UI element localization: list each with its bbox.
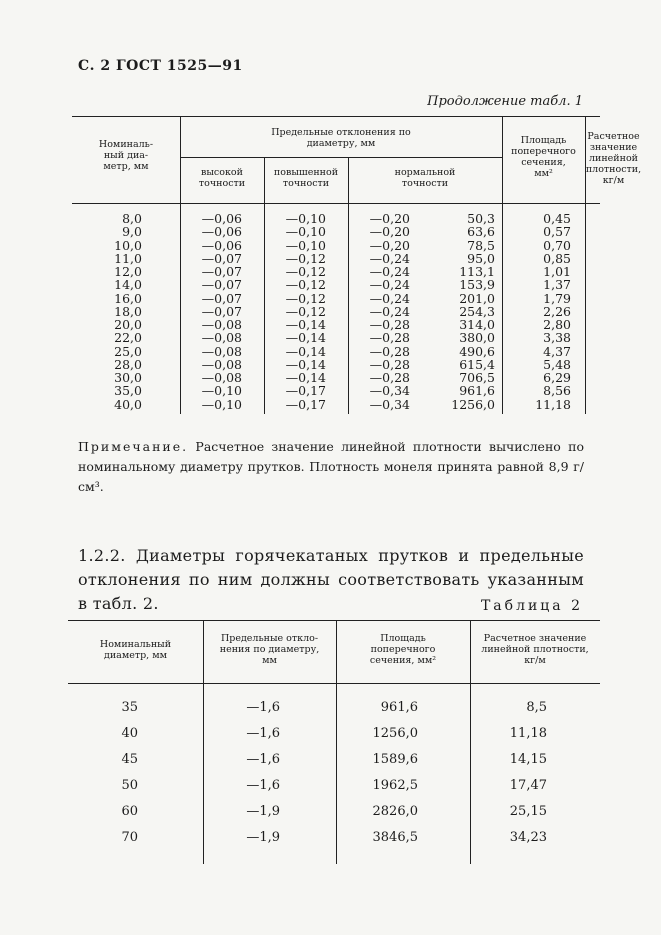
table-row <box>68 804 600 820</box>
table-cell: 9,0 <box>122 224 142 240</box>
table-cell: —1,9 <box>246 830 280 845</box>
table-cell: —1,6 <box>246 778 280 793</box>
header-normal-precision: нормальной точности <box>394 167 456 189</box>
table-2-caption: Таблица 2 <box>480 598 583 614</box>
table-cell: 153,9 <box>459 277 495 293</box>
table-row <box>72 371 600 384</box>
table-cell: —0,28 <box>369 330 410 346</box>
table-cell: 1256,0 <box>451 396 495 412</box>
table-cell: 0,45 <box>543 211 571 226</box>
table-cell: —1,6 <box>246 726 280 741</box>
table-cell: —0,08 <box>201 370 242 385</box>
header-nominal-diameter: Номинальный диаметр, мм <box>99 639 172 661</box>
table-cell: 8,0 <box>122 211 142 226</box>
table-cell: 45 <box>121 752 138 767</box>
table-note <box>78 437 584 497</box>
table-cell: 6,29 <box>543 370 571 385</box>
table-cell: —0,12 <box>285 264 326 279</box>
table-cell: —0,28 <box>369 343 410 359</box>
table-row <box>68 752 600 768</box>
table-cell: 16,0 <box>114 290 142 306</box>
table-cell: 4,37 <box>543 343 571 359</box>
table-cell: —0,08 <box>201 317 242 332</box>
table-cell: —0,06 <box>201 224 242 240</box>
table-cell: —0,14 <box>285 317 326 332</box>
table-cell: 34,23 <box>509 830 547 845</box>
clause-1-2-2: 1.2.2. Диаметры горячекатаных прутков и предельные отклонения по ним должны соответствовать указанным в табл. 2. <box>78 546 584 613</box>
table-cell: 0,85 <box>543 250 571 266</box>
table-cell: —0,24 <box>369 264 410 279</box>
table-row <box>68 726 600 742</box>
table-cell: 70 <box>121 830 138 845</box>
table-cell: 25,15 <box>509 804 547 819</box>
table-cell: 113,1 <box>459 264 495 279</box>
table-cell: —0,28 <box>369 317 410 332</box>
table-cell: 11,18 <box>535 396 571 412</box>
table-cell: 254,3 <box>459 303 495 319</box>
table-row <box>72 305 600 318</box>
table-cell: —0,08 <box>201 356 242 372</box>
table-cell: —0,34 <box>369 383 410 399</box>
table-continuation-caption: Продолжение табл. 1 <box>427 94 583 109</box>
table-cell: —0,12 <box>285 250 326 266</box>
table-cell: —0,20 <box>369 224 410 240</box>
table-cell: —0,17 <box>285 383 326 399</box>
table-cell: —0,10 <box>285 224 326 240</box>
table-cell: 201,0 <box>459 290 495 306</box>
note-label: Примечание. <box>78 439 189 454</box>
header-deviation: Предельные откло- нения по диаметру, мм <box>219 633 320 666</box>
note-text: Расчетное значение линейной плотности вычислено по номинальному диаметру прутков. Плотность монеля принята равной 8,9 г/см³. <box>78 439 584 494</box>
table-cell: —0,14 <box>285 370 326 385</box>
table-cell: 961,6 <box>380 700 418 715</box>
table-row <box>72 384 600 397</box>
table-cell: 95,0 <box>467 250 495 266</box>
table-cell: —0,24 <box>369 250 410 266</box>
table-cell: 78,5 <box>467 237 495 253</box>
table-row <box>72 292 600 305</box>
page-reference: С. 2 ГОСТ 1525—91 <box>78 58 243 74</box>
table-cell: 28,0 <box>114 356 142 372</box>
table-cell: 3846,5 <box>372 830 418 845</box>
table-cell: 0,70 <box>543 237 571 253</box>
table-cell: 706,5 <box>459 370 495 385</box>
table-cell: —0,07 <box>201 290 242 306</box>
table-row <box>68 778 600 794</box>
table-cell: —0,06 <box>201 211 242 226</box>
table-row <box>72 345 600 358</box>
table-cell: 11,18 <box>509 726 547 741</box>
table-cell: 0,57 <box>543 224 571 240</box>
table-cell: 35,0 <box>114 383 142 399</box>
table-row <box>72 225 600 238</box>
table-cell: 2826,0 <box>372 804 418 819</box>
header-cross-section-area: Площадь поперечного сечения, мм² <box>511 135 576 179</box>
table-1-body <box>72 204 600 414</box>
table-row <box>72 358 600 371</box>
header-nominal-diameter: Номиналь- ный диа- метр, мм <box>98 139 154 172</box>
table-cell: 11,0 <box>114 250 142 266</box>
header-high-precision: высокой точности <box>198 167 246 189</box>
table-cell: —0,08 <box>201 330 242 346</box>
table-cell: 14,15 <box>509 752 547 767</box>
table-cell: 615,4 <box>459 356 495 372</box>
table-row <box>72 398 600 411</box>
table-cell: 10,0 <box>114 237 142 253</box>
table-cell: 12,0 <box>114 264 142 279</box>
table-cell: 40,0 <box>114 396 142 412</box>
table-cell: 50,3 <box>467 211 495 226</box>
table-cell: —0,24 <box>369 277 410 293</box>
table-cell: —1,6 <box>246 752 280 767</box>
table-cell: —0,17 <box>285 396 326 412</box>
table-row <box>68 830 600 846</box>
table-cell: —1,6 <box>246 700 280 715</box>
table-cell: 17,47 <box>509 778 547 793</box>
table-cell: —0,07 <box>201 277 242 293</box>
table-cell: 314,0 <box>459 317 495 332</box>
table-2-header <box>68 620 600 684</box>
table-cell: 8,5 <box>526 700 547 715</box>
table-cell: 1962,5 <box>372 778 418 793</box>
table-cell: —0,20 <box>369 237 410 253</box>
table-cell: 18,0 <box>114 303 142 319</box>
table-cell: 1,01 <box>543 264 571 279</box>
table-cell: 25,0 <box>114 343 142 359</box>
table-2 <box>68 620 600 864</box>
table-cell: —0,07 <box>201 264 242 279</box>
table-cell: —0,12 <box>285 290 326 306</box>
table-cell: —0,06 <box>201 237 242 253</box>
table-cell: —0,12 <box>285 303 326 319</box>
table-cell: 1256,0 <box>372 726 418 741</box>
table-cell: 1589,6 <box>372 752 418 767</box>
table-cell: 2,26 <box>543 303 571 319</box>
table-cell: —0,24 <box>369 290 410 306</box>
table-cell: —0,10 <box>285 211 326 226</box>
table-cell: —0,10 <box>201 396 242 412</box>
table-cell: 20,0 <box>114 317 142 332</box>
table-cell: —0,28 <box>369 370 410 385</box>
table-cell: —0,12 <box>285 277 326 293</box>
table-row <box>72 331 600 344</box>
table-cell: 961,6 <box>459 383 495 399</box>
table-row <box>68 700 600 716</box>
table-cell: 50 <box>121 778 138 793</box>
header-linear-density: Расчетное значение линейной плотности, кг/м <box>481 633 589 666</box>
table-cell: 3,38 <box>543 330 571 346</box>
table-cell: —0,34 <box>369 396 410 412</box>
table-cell: 40 <box>121 726 138 741</box>
table-cell: —0,28 <box>369 356 410 372</box>
table-cell: 60 <box>121 804 138 819</box>
table-row <box>72 239 600 252</box>
header-deviations: Предельные отклонения по диаметру, мм <box>271 127 411 149</box>
table-cell: —0,14 <box>285 330 326 346</box>
table-row <box>72 278 600 291</box>
table-cell: —0,14 <box>285 343 326 359</box>
table-cell: —0,07 <box>201 250 242 266</box>
header-linear-density: Расчетное значение линейной плотности, кг/м <box>585 131 642 186</box>
table-cell: —0,24 <box>369 303 410 319</box>
table-cell: 2,80 <box>543 317 571 332</box>
table-cell: 5,48 <box>543 356 571 372</box>
table-1-header <box>72 116 642 204</box>
table-cell: —0,10 <box>201 383 242 399</box>
table-cell: —0,07 <box>201 303 242 319</box>
table-2-body <box>68 684 600 864</box>
table-row <box>72 252 600 265</box>
table-cell: —0,20 <box>369 211 410 226</box>
table-cell: 8,56 <box>543 383 571 399</box>
table-row <box>72 318 600 331</box>
table-cell: —0,10 <box>285 237 326 253</box>
table-row <box>72 265 600 278</box>
header-cross-section-area: Площадь поперечного сечения, мм² <box>369 633 437 666</box>
table-cell: 1,37 <box>543 277 571 293</box>
table-cell: 30,0 <box>114 370 142 385</box>
table-cell: 1,79 <box>543 290 571 306</box>
table-cell: 22,0 <box>114 330 142 346</box>
table-cell: 63,6 <box>467 224 495 240</box>
table-cell: 14,0 <box>114 277 142 293</box>
table-cell: 35 <box>121 700 138 715</box>
table-cell: —0,08 <box>201 343 242 359</box>
table-cell: —0,14 <box>285 356 326 372</box>
table-1 <box>72 116 642 414</box>
table-cell: 490,6 <box>459 343 495 359</box>
table-cell: 380,0 <box>459 330 495 346</box>
table-cell: —1,9 <box>246 804 280 819</box>
table-row <box>72 212 600 225</box>
header-increased-precision: повышенной точности <box>273 167 339 189</box>
